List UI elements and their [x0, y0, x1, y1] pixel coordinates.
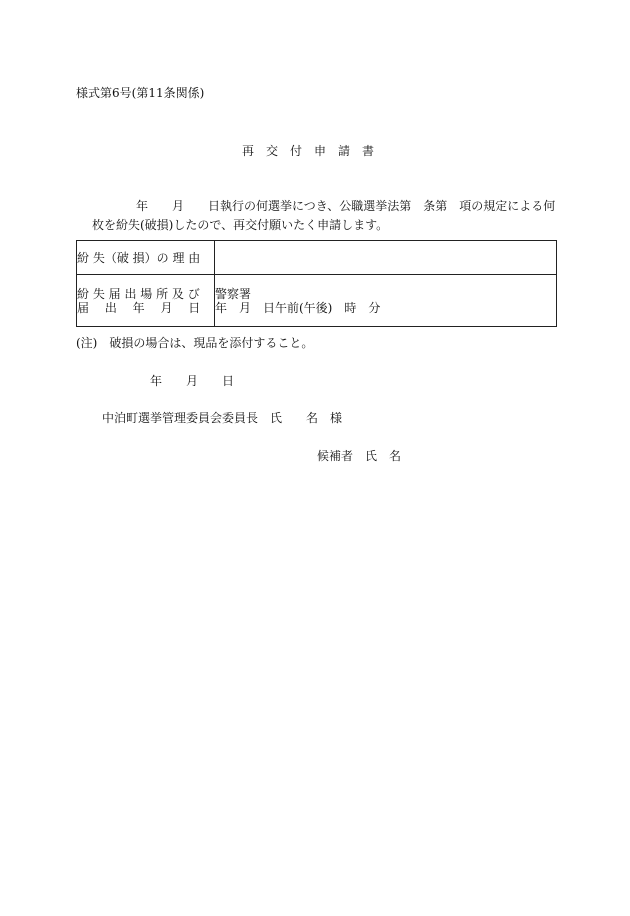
report-label-line-2: 届 出 年 月 日	[77, 300, 201, 315]
table-row-reason	[77, 241, 557, 275]
addressee-line: 中泊町選挙管理委員会委員長 氏 名 様	[102, 411, 343, 425]
reason-label-cell	[77, 241, 215, 275]
note-text: (注) 破損の場合は、現品を添付すること。	[76, 336, 314, 350]
reason-label: 紛 失（破 損）の 理 由	[77, 250, 201, 265]
body-text-line-1: 年 月 日執行の何選挙につき、公職選挙法第 条第 項の規定による何	[136, 199, 556, 213]
report-value-cell	[215, 275, 557, 327]
application-date: 年 月 日	[150, 374, 235, 388]
report-label-cell	[77, 275, 215, 327]
reason-value-cell	[215, 241, 557, 275]
report-datetime-text: 年 月 日午前(午後) 時 分	[215, 300, 381, 315]
form-reference: 様式第6号(第11条関係)	[76, 86, 205, 100]
candidate-name-line: 候補者 氏 名	[317, 449, 402, 463]
table-row-report	[77, 275, 557, 327]
police-station-text: 警察署	[215, 286, 252, 301]
document-title: 再 交 付 申 請 書	[242, 144, 375, 158]
body-text-line-2: 枚を紛失(破損)したので、再交付願いたく申請します。	[92, 218, 389, 232]
application-table	[76, 240, 557, 327]
report-label-line-1: 紛 失 届 出 場 所 及 び	[77, 286, 200, 301]
